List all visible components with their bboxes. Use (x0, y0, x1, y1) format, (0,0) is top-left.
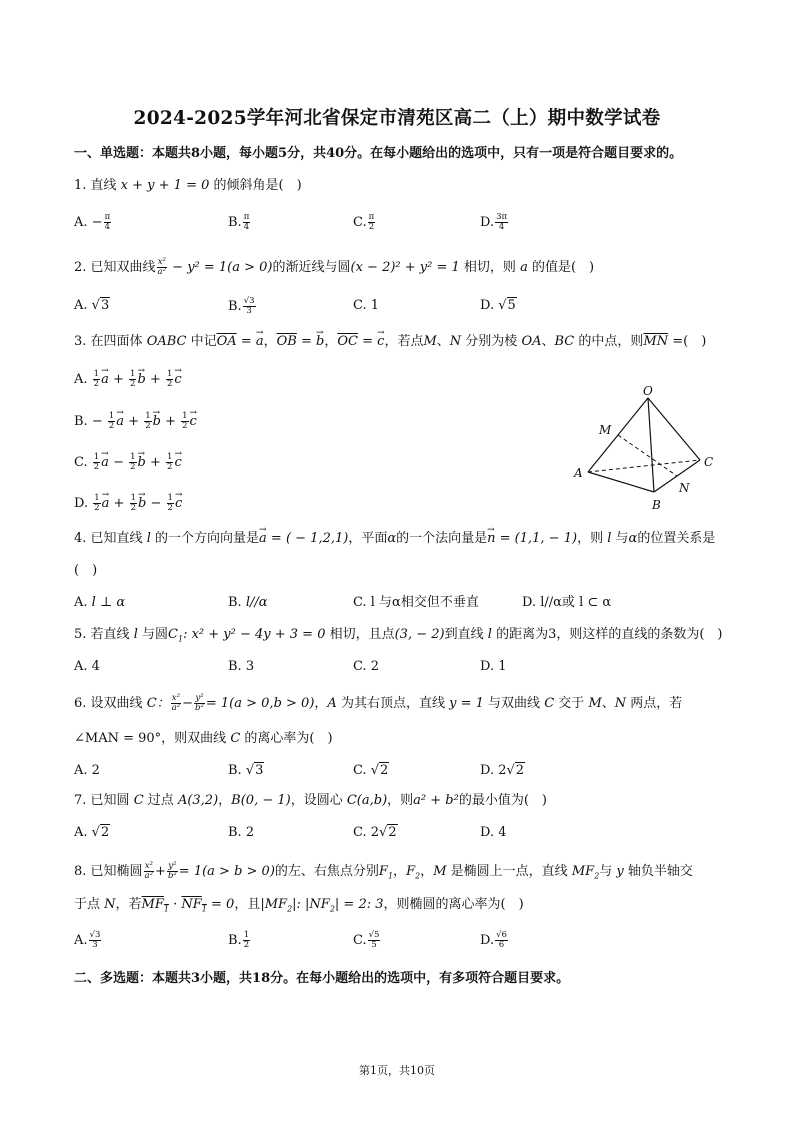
question-4: 4. 已知直线 l 的一个方向向量是→ a = ( − 1,2,1)，平面α的一个法向量是→ n = (1,1, − 1)，则 l 与α的位置关系是 (74, 530, 715, 548)
label-n: N (679, 481, 690, 495)
q2-option-a: A. √3 (74, 298, 110, 313)
q5-option-d: D. 1 (480, 659, 507, 674)
q3-option-b: B. − $\frac{1}{2}$ → a + $\frac{1}{2}$ → b + $\frac{1}{2}$ → c (74, 412, 197, 431)
q2-option-d: D. √5 (480, 298, 516, 313)
tetrahedron-figure (566, 384, 742, 520)
q5-option-b: B. 3 (228, 659, 255, 674)
question-4-cont: ( ) (74, 563, 98, 578)
q7-option-a: A. √2 (74, 825, 110, 840)
label-c: C (704, 455, 714, 469)
q1-option-c: C. $\frac{\pi}{2}$ (353, 212, 375, 232)
label-m: M (599, 423, 612, 437)
segment-mn-hidden (618, 435, 677, 476)
section-heading-single-choice: 一、单选题：本题共8小题，每小题5分，共40分。在每小题给出的选项中，只有一项是符合题目要求的。 (74, 146, 683, 161)
q3-option-a: A. $\frac{1}{2}$ → a + $\frac{1}{2}$ → b + $\frac{1}{2}$ → c (74, 370, 182, 389)
label-a: A (574, 466, 583, 480)
question-8-cont: 于点 N，若$MF_1 \cdot NF_1 = 0$，且$|MF_2|$: $|NF_2| = 2$: 3，则椭圆的离心率为( ) (74, 897, 524, 914)
edge-ob (648, 398, 654, 492)
q7-option-b: B. 2 (228, 825, 255, 840)
q4-option-d: D. l//α或 l ⊂ α (522, 595, 612, 610)
q1-option-a: A. − $\frac{\pi}{4}$ (74, 212, 111, 232)
edge-ab (588, 472, 654, 492)
q7-option-d: D. 4 (480, 825, 507, 840)
q8-option-a: A. $\frac{√3}{3}$ (74, 930, 101, 950)
q8-option-c: C. $\frac{√5}{5}$ (353, 930, 380, 950)
q6-option-b: B. √3 (228, 763, 264, 778)
edge-oc (648, 398, 700, 460)
label-b: B (652, 498, 661, 512)
q4-option-c: C. l 与α相交但不垂直 (353, 595, 479, 610)
q3-option-c: C. $\frac{1}{2}$ → a − $\frac{1}{2}$ → b + $\frac{1}{2}$ → c (74, 453, 182, 472)
page-footer: 第1页，共10页 (359, 1064, 435, 1077)
q1-option-b: B. $\frac{\pi}{4}$ (228, 212, 250, 232)
q1-option-d: D. $\frac{3\pi}{4}$ (480, 212, 508, 232)
q5-option-a: A. 4 (74, 659, 100, 674)
page-title: 2024-2025学年河北省保定市清苑区高二（上）期中数学试卷 (133, 108, 661, 129)
question-3: 3. 在四面体 OABC 中记$\overline{OA}$ = → a，$\overline{OB}$ = → b，$\overline{OC}$ = → c，若点M、N 分别为棱 OA、BC 的中点，则$\overline{MN}$ =( ) (74, 333, 706, 351)
q6-option-c: C. √2 (353, 763, 389, 778)
q6-option-a: A. 2 (74, 763, 100, 778)
label-o: O (643, 384, 653, 398)
question-2: 2. 已知双曲线 $\frac{\text{x²}}{\text{a²}}$ − y² = 1(a > 0)的渐近线与圆(x − 2)² + y² = 1 相切，则 a 的值是( ) (74, 257, 595, 277)
question-6-cont: ∠MAN = 90°，则双曲线 C 的离心率为( ) (74, 731, 333, 746)
q2-option-c: C. 1 (353, 298, 380, 313)
q7-option-c: C. 2√2 (353, 825, 397, 840)
section-heading-multiple-choice: 二、多选题：本题共3小题，共18分。在每小题给出的选项中，有多项符合题目要求。 (74, 971, 570, 986)
question-5: 5. 若直线 l 与圆$C_1$: x² + y² − 4y + 3 = 0 相切，且点(3, − 2)到直线 l 的距离为3，则这样的直线的条数为( ) (74, 627, 723, 644)
q3-option-d: D. $\frac{1}{2}$ → a + $\frac{1}{2}$ → b − $\frac{1}{2}$ → c (74, 494, 182, 513)
q4-option-a: A. l ⊥ α (74, 595, 126, 610)
question-6: 6. 设双曲线 C： $\frac{\text{x²}}{\text{a²}}$ − $\frac{\text{y²}}{\text{b²}}$ = 1(a > 0,b > 0)，A 为其右顶点，直线 y = 1 与双曲线 C 交于 M、N 两点，若 (74, 693, 683, 713)
question-8: 8. 已知椭圆 $\frac{\text{x²}}{\text{a²}}$ + $\frac{\text{y²}}{\text{b²}}$ = 1(a > b > 0)的左、右焦点分别$F_1$，$F_2$，M 是椭圆上一点，直线 $MF_2$与 y 轴负半轴交 (74, 861, 693, 881)
edge-ac-hidden (588, 460, 700, 472)
question-7: 7. 已知圆 C 过点 A(3,2)，B(0, − 1)，设圆心 C(a,b)，则a² + b²的最小值为( ) (74, 793, 547, 808)
q4-option-b: B. l//α (228, 595, 268, 610)
q5-option-c: C. 2 (353, 659, 380, 674)
question-1: 1. 直线 x + y + 1 = 0 的倾斜角是( ) (74, 178, 302, 193)
q6-option-d: D. 2√2 (480, 763, 525, 778)
q8-option-d: D. $\frac{√6}{6}$ (480, 930, 507, 950)
q8-option-b: B. $\frac{1}{2}$ (228, 930, 250, 950)
q2-option-b: B. $\frac{√3}{3}$ (228, 296, 255, 316)
